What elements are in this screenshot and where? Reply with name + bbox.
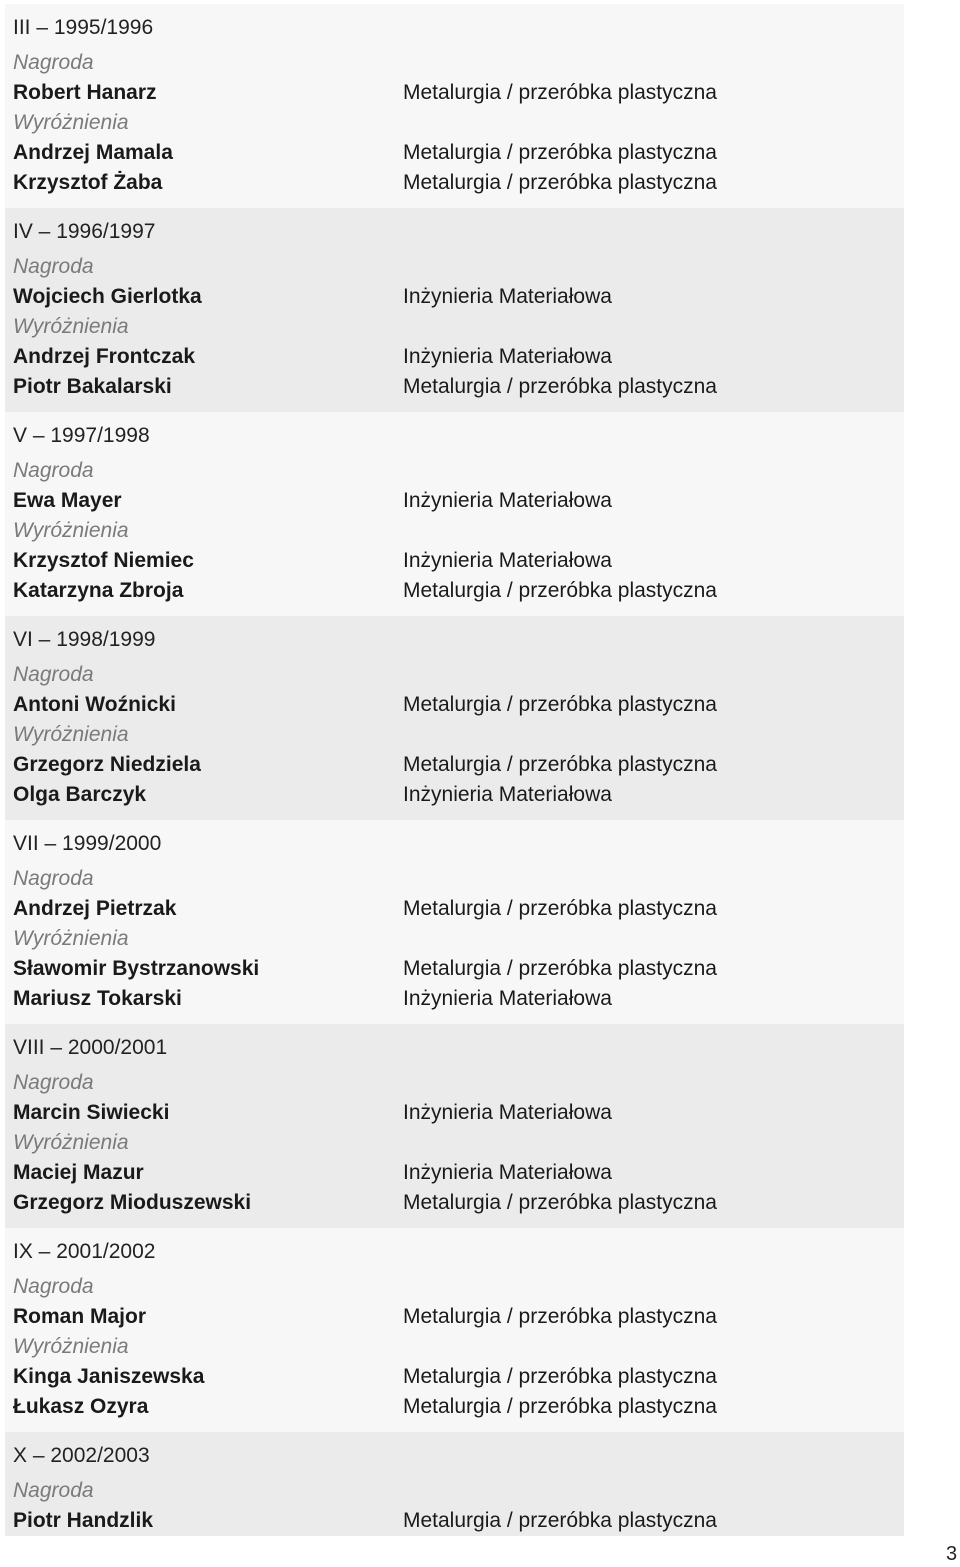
winner-name: Andrzej Pietrzak [13, 897, 177, 920]
edition-title: VI – 1998/1999 [13, 628, 156, 651]
award-label: Nagroda [13, 1479, 94, 1502]
award-label: Nagroda [13, 459, 94, 482]
distinction-name: Krzysztof Żaba [13, 171, 163, 194]
distinction-field: Metalurgia / przeróbka plastyczna [403, 957, 717, 980]
edition-block [5, 616, 904, 820]
distinction-field: Metalurgia / przeróbka plastyczna [403, 1191, 717, 1214]
award-label: Nagroda [13, 1071, 94, 1094]
distinction-field: Metalurgia / przeróbka plastyczna [403, 141, 717, 164]
distinction-name: Piotr Bakalarski [13, 375, 172, 398]
winner-name: Robert Hanarz [13, 81, 157, 104]
distinction-name: Grzegorz Mioduszewski [13, 1191, 252, 1214]
distinction-name: Sławomir Bystrzanowski [13, 957, 260, 980]
winner-field: Metalurgia / przeróbka plastyczna [403, 81, 717, 104]
edition-title: VII – 1999/2000 [13, 832, 162, 855]
distinction-name: Andrzej Frontczak [13, 345, 196, 368]
distinction-name: Maciej Mazur [13, 1161, 144, 1184]
distinction-name: Katarzyna Zbroja [13, 579, 184, 602]
distinction-field: Metalurgia / przeróbka plastyczna [403, 753, 717, 776]
winner-name: Antoni Woźnicki [13, 693, 176, 716]
edition-block [5, 412, 904, 616]
award-label: Nagroda [13, 1275, 94, 1298]
distinction-field: Metalurgia / przeróbka plastyczna [403, 171, 717, 194]
distinction-name: Łukasz Ozyra [13, 1395, 149, 1418]
edition-block [5, 1432, 904, 1536]
edition-block [5, 1228, 904, 1432]
award-label: Nagroda [13, 663, 94, 686]
winner-name: Roman Major [13, 1305, 147, 1328]
distinction-field: Inżynieria Materiałowa [403, 345, 612, 368]
edition-title: III – 1995/1996 [13, 16, 154, 39]
distinction-field: Metalurgia / przeróbka plastyczna [403, 1395, 717, 1418]
awards-document [5, 4, 904, 1536]
winner-field: Metalurgia / przeróbka plastyczna [403, 1305, 717, 1328]
distinctions-label: Wyróżnienia [13, 519, 129, 542]
distinction-field: Metalurgia / przeróbka plastyczna [403, 1365, 717, 1388]
edition-block [5, 208, 904, 412]
winner-field: Metalurgia / przeróbka plastyczna [403, 1509, 717, 1532]
winner-field: Inżynieria Materiałowa [403, 489, 612, 512]
winner-field: Metalurgia / przeróbka plastyczna [403, 897, 717, 920]
award-label: Nagroda [13, 51, 94, 74]
winner-name: Wojciech Gierlotka [13, 285, 202, 308]
distinction-name: Mariusz Tokarski [13, 987, 182, 1010]
winner-name: Ewa Mayer [13, 489, 122, 512]
distinctions-label: Wyróżnienia [13, 315, 129, 338]
award-label: Nagroda [13, 867, 94, 890]
distinction-field: Metalurgia / przeróbka plastyczna [403, 375, 717, 398]
edition-title: X – 2002/2003 [13, 1444, 150, 1467]
winner-name: Piotr Handzlik [13, 1509, 154, 1532]
edition-title: VIII – 2000/2001 [13, 1036, 168, 1059]
winner-field: Inżynieria Materiałowa [403, 1101, 612, 1124]
distinctions-label: Wyróżnienia [13, 1335, 129, 1358]
award-label: Nagroda [13, 255, 94, 278]
distinction-field: Inżynieria Materiałowa [403, 549, 612, 572]
winner-name: Marcin Siwiecki [13, 1101, 170, 1124]
distinctions-label: Wyróżnienia [13, 1131, 129, 1154]
winner-field: Inżynieria Materiałowa [403, 285, 612, 308]
distinction-name: Kinga Janiszewska [13, 1365, 205, 1388]
distinction-field: Inżynieria Materiałowa [403, 783, 612, 806]
edition-title: V – 1997/1998 [13, 424, 150, 447]
winner-field: Metalurgia / przeróbka plastyczna [403, 693, 717, 716]
distinction-name: Andrzej Mamala [13, 141, 173, 164]
distinction-field: Inżynieria Materiałowa [403, 1161, 612, 1184]
distinction-name: Grzegorz Niedziela [13, 753, 201, 776]
edition-title: IV – 1996/1997 [13, 220, 156, 243]
edition-title: IX – 2001/2002 [13, 1240, 156, 1263]
distinctions-label: Wyróżnienia [13, 927, 129, 950]
page-number: 3 [946, 1543, 958, 1565]
edition-block [5, 4, 904, 208]
distinction-name: Krzysztof Niemiec [13, 549, 194, 572]
distinction-name: Olga Barczyk [13, 783, 147, 806]
edition-block [5, 820, 904, 1024]
distinctions-label: Wyróżnienia [13, 723, 129, 746]
distinctions-label: Wyróżnienia [13, 111, 129, 134]
edition-block [5, 1024, 904, 1228]
distinction-field: Metalurgia / przeróbka plastyczna [403, 579, 717, 602]
distinction-field: Inżynieria Materiałowa [403, 987, 612, 1010]
